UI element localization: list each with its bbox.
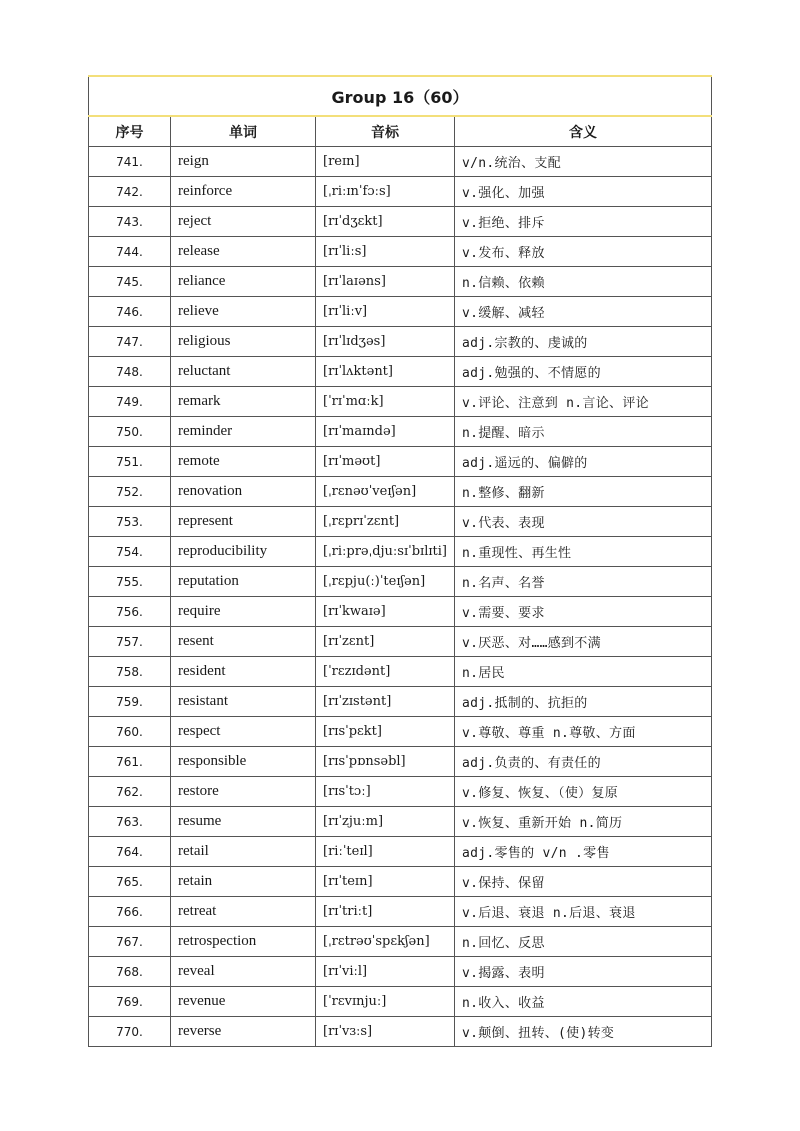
entry-meaning: v/n.统治、支配 [455,147,712,177]
entry-word: religious [171,327,316,357]
entry-meaning: n.整修、翻新 [455,477,712,507]
entry-phonetic: [riːˈteɪl] [316,837,455,867]
table-row [89,747,712,777]
entry-word: resident [171,657,316,687]
table-row [89,1017,712,1047]
entry-phonetic: [ˌrɛprɪˈzɛnt] [316,507,455,537]
entry-number: 753. [89,507,171,537]
entry-meaning: v.颠倒、扭转、(使)转变 [455,1017,712,1047]
entry-phonetic: [reɪn] [316,147,455,177]
header-row [89,116,712,147]
entry-meaning: v.修复、恢复、（使）复原 [455,777,712,807]
entry-number: 759. [89,687,171,717]
entry-number: 762. [89,777,171,807]
entry-meaning: n.回忆、反思 [455,927,712,957]
table-row [89,357,712,387]
entry-word: responsible [171,747,316,777]
table-row [89,297,712,327]
entry-number: 757. [89,627,171,657]
table-row [89,897,712,927]
entry-number: 764. [89,837,171,867]
entry-phonetic: [rɪˈteɪn] [316,867,455,897]
entry-phonetic: [ˈrɛvɪnjuː] [316,987,455,1017]
entry-phonetic: [rɪˈviːl] [316,957,455,987]
entry-number: 751. [89,447,171,477]
entry-meaning: adj.抵制的、抗拒的 [455,687,712,717]
entry-meaning: v.尊敬、尊重 n.尊敬、方面 [455,717,712,747]
table-row [89,837,712,867]
entry-meaning: v.恢复、重新开始 n.简历 [455,807,712,837]
entry-word: reinforce [171,177,316,207]
entry-phonetic: [rɪˈməʊt] [316,447,455,477]
table-row [89,987,712,1017]
entry-meaning: v.强化、加强 [455,177,712,207]
table-row [89,537,712,567]
entry-number: 748. [89,357,171,387]
entry-number: 758. [89,657,171,687]
entry-phonetic: [rɪˈlʌktənt] [316,357,455,387]
entry-phonetic: [rɪsˈpɛkt] [316,717,455,747]
entry-number: 754. [89,537,171,567]
entry-phonetic: [ˌrɛnəʊˈveɪʃən] [316,477,455,507]
entry-number: 746. [89,297,171,327]
entry-meaning: n.信赖、依赖 [455,267,712,297]
entry-word: retain [171,867,316,897]
table-row [89,447,712,477]
table-row [89,417,712,447]
entry-meaning: v.评论、注意到 n.言论、评论 [455,387,712,417]
entry-number: 749. [89,387,171,417]
entry-meaning: n.收入、收益 [455,987,712,1017]
entry-meaning: v.缓解、减轻 [455,297,712,327]
entry-meaning: adj.零售的 v/n .零售 [455,837,712,867]
entry-word: release [171,237,316,267]
entry-phonetic: [rɪˈmaɪndə] [316,417,455,447]
entry-number: 755. [89,567,171,597]
entry-word: reluctant [171,357,316,387]
entry-phonetic: [rɪˈdʒɛkt] [316,207,455,237]
entry-phonetic: [ˈrɪˈmɑːk] [316,387,455,417]
entry-word: resume [171,807,316,837]
entry-number: 766. [89,897,171,927]
entry-number: 752. [89,477,171,507]
entry-meaning: adj.遥远的、偏僻的 [455,447,712,477]
entry-number: 769. [89,987,171,1017]
entry-word: require [171,597,316,627]
entry-word: represent [171,507,316,537]
vocabulary-table [88,75,712,1047]
entry-meaning: adj.宗教的、虔诚的 [455,327,712,357]
entry-phonetic: [rɪˈliːv] [316,297,455,327]
entry-word: reminder [171,417,316,447]
table-row [89,507,712,537]
entry-number: 747. [89,327,171,357]
entry-word: retreat [171,897,316,927]
entry-phonetic: [rɪsˈtɔː] [316,777,455,807]
table-row [89,717,712,747]
table-row [89,927,712,957]
header-number: 序号 [89,116,171,147]
entry-word: retrospection [171,927,316,957]
entry-meaning: n.重现性、再生性 [455,537,712,567]
entry-word: reign [171,147,316,177]
entry-meaning: v.厌恶、对……感到不满 [455,627,712,657]
entry-meaning: v.揭露、表明 [455,957,712,987]
entry-word: remote [171,447,316,477]
header-meaning: 含义 [455,116,712,147]
table-row [89,867,712,897]
entry-meaning: adj.勉强的、不情愿的 [455,357,712,387]
entry-word: remark [171,387,316,417]
title-row [89,76,712,116]
entry-meaning: v.发布、释放 [455,237,712,267]
entry-phonetic: [ˌriːprəˌdjuːsɪˈbɪlɪti] [316,537,455,567]
table-row [89,567,712,597]
entry-word: reputation [171,567,316,597]
entry-phonetic: [rɪˈkwaɪə] [316,597,455,627]
entry-word: restore [171,777,316,807]
entry-number: 767. [89,927,171,957]
entry-phonetic: [rɪˈvɜːs] [316,1017,455,1047]
entry-phonetic: [ˌrɛtrəʊˈspɛkʃən] [316,927,455,957]
table-row [89,237,712,267]
entry-number: 750. [89,417,171,447]
entry-word: reliance [171,267,316,297]
entry-word: resistant [171,687,316,717]
entry-number: 744. [89,237,171,267]
table-row [89,267,712,297]
entry-number: 763. [89,807,171,837]
table-row [89,957,712,987]
entry-number: 761. [89,747,171,777]
entry-number: 743. [89,207,171,237]
entry-number: 756. [89,597,171,627]
entry-meaning: n.居民 [455,657,712,687]
entry-meaning: n.名声、名誉 [455,567,712,597]
header-phonetic: 音标 [316,116,455,147]
entry-number: 741. [89,147,171,177]
entry-word: retail [171,837,316,867]
table-row [89,147,712,177]
entry-word: respect [171,717,316,747]
table-row [89,177,712,207]
entry-phonetic: [rɪsˈpɒnsəbl] [316,747,455,777]
entry-word: resent [171,627,316,657]
entry-word: relieve [171,297,316,327]
table-row [89,807,712,837]
entry-meaning: v.代表、表现 [455,507,712,537]
table-row [89,477,712,507]
table-row [89,627,712,657]
table-row [89,687,712,717]
table-row [89,207,712,237]
entry-meaning: v.后退、衰退 n.后退、衰退 [455,897,712,927]
entry-word: reverse [171,1017,316,1047]
group-title: Group 16（60） [89,76,712,116]
entry-phonetic: [rɪˈlaɪəns] [316,267,455,297]
entry-phonetic: [rɪˈliːs] [316,237,455,267]
table-row [89,327,712,357]
entry-word: revenue [171,987,316,1017]
entry-phonetic: [ˌriːɪnˈfɔːs] [316,177,455,207]
entry-number: 742. [89,177,171,207]
entry-number: 760. [89,717,171,747]
table-row [89,387,712,417]
table-body [89,147,712,1047]
entry-phonetic: [rɪˈlɪdʒəs] [316,327,455,357]
entry-meaning: v.需要、要求 [455,597,712,627]
entry-phonetic: [rɪˈzjuːm] [316,807,455,837]
entry-number: 770. [89,1017,171,1047]
entry-phonetic: [rɪˈzɛnt] [316,627,455,657]
entry-phonetic: [ˈrɛzɪdənt] [316,657,455,687]
entry-word: reproducibility [171,537,316,567]
entry-phonetic: [ˌrɛpju(ː)ˈteɪʃən] [316,567,455,597]
entry-phonetic: [rɪˈtriːt] [316,897,455,927]
table-row [89,657,712,687]
entry-number: 745. [89,267,171,297]
entry-meaning: n.提醒、暗示 [455,417,712,447]
entry-number: 768. [89,957,171,987]
entry-number: 765. [89,867,171,897]
table-row [89,777,712,807]
entry-word: reject [171,207,316,237]
entry-meaning: v.拒绝、排斥 [455,207,712,237]
table-row [89,597,712,627]
entry-word: reveal [171,957,316,987]
entry-meaning: adj.负责的、有责任的 [455,747,712,777]
entry-phonetic: [rɪˈzɪstənt] [316,687,455,717]
entry-meaning: v.保持、保留 [455,867,712,897]
entry-word: renovation [171,477,316,507]
header-word: 单词 [171,116,316,147]
